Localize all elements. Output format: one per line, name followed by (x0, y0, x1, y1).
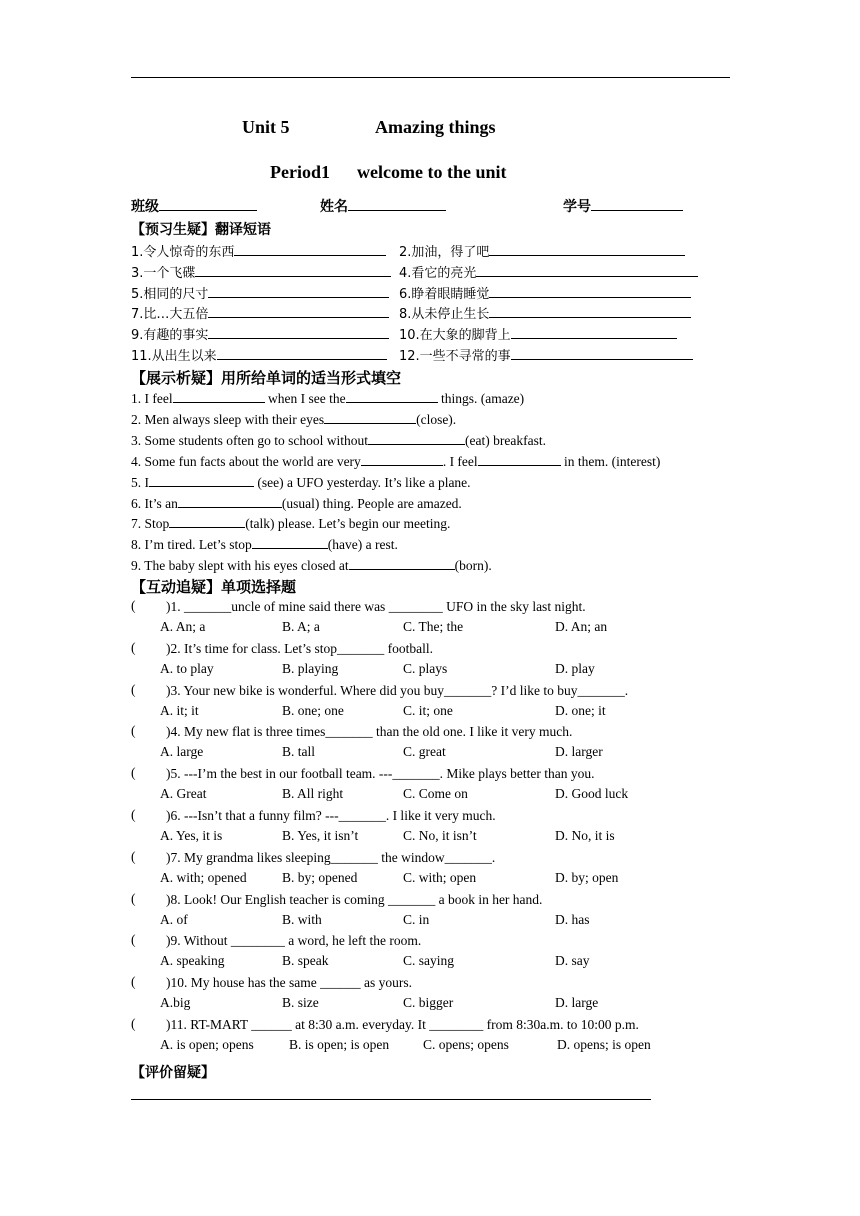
list-item: 3.一个飞碟 (131, 263, 391, 283)
answer-blank[interactable] (476, 263, 698, 277)
answer-paren[interactable]: ( (131, 1016, 136, 1031)
answer-blank[interactable] (489, 304, 691, 318)
name-blank[interactable] (348, 197, 446, 211)
option-d[interactable]: D. say (555, 953, 590, 969)
option-d[interactable]: D. larger (555, 744, 603, 760)
section2-heading: 【展示析疑】用所给单词的适当形式填空 (131, 369, 402, 387)
section1-heading: 【预习生疑】翻译短语 (131, 222, 271, 238)
option-b[interactable]: B. All right (282, 786, 344, 802)
option-c[interactable]: C. saying (403, 953, 455, 969)
option-d[interactable]: D. No, it is (555, 828, 615, 843)
option-c[interactable]: C. it; one (403, 702, 453, 718)
number-label: 学号 (563, 199, 591, 215)
question-stem: )9. Without ________ a word, he left the room. (166, 933, 422, 949)
unit-label: Unit 5 (242, 117, 290, 137)
option-b[interactable]: B. with (282, 911, 322, 927)
answer-blank[interactable] (324, 410, 416, 424)
list-item: 4.看它的亮光 (399, 263, 698, 283)
option-c[interactable]: C. No, it isn’t (403, 828, 477, 843)
list-item: 1.令人惊奇的东西 (131, 242, 386, 262)
answer-paren[interactable]: ( (131, 639, 136, 655)
list-item: 6.睁着眼睛睡觉 (399, 284, 691, 304)
answer-paren[interactable]: ( (131, 932, 136, 948)
answer-blank[interactable] (217, 346, 387, 360)
answer-blank[interactable] (208, 325, 389, 339)
option-a[interactable]: A. of (160, 911, 188, 927)
answer-blank[interactable] (195, 263, 391, 277)
option-a[interactable]: A. is open; opens (160, 1037, 254, 1052)
option-d[interactable]: D. has (555, 911, 590, 927)
fill-question-3: 3. Some students often go to school without (eat) breakfast. (131, 433, 546, 448)
answer-paren[interactable]: ( (131, 765, 136, 781)
option-d[interactable]: D. by; open (555, 869, 619, 885)
class-blank[interactable] (159, 197, 257, 211)
option-c[interactable]: C. in (403, 911, 430, 927)
question-stem: )3. Your new bike is wonderful. Where did you buy_______? I’d like to buy_______. (166, 682, 629, 698)
option-a[interactable]: A. to play (160, 660, 214, 676)
option-b[interactable]: B. playing (282, 660, 339, 676)
option-a[interactable]: A. An; a (160, 619, 206, 634)
section4-heading: 【评价留疑】 (131, 1065, 215, 1081)
number-field (563, 197, 683, 216)
option-c[interactable]: C. The; the (403, 619, 464, 634)
fill-question-5: 5. I (see) a UFO yesterday. It’s like a plane. (131, 475, 471, 490)
answer-blank[interactable] (178, 494, 282, 508)
answer-blank[interactable] (252, 535, 328, 549)
question-stem: )11. RT-MART ______ at 8:30 a.m. everyday. It ________ from 8:30a.m. to 10:00 p.m. (166, 1017, 639, 1032)
option-b[interactable]: B. A; a (282, 619, 320, 634)
name-field (320, 197, 446, 216)
option-a[interactable]: A. speaking (160, 953, 225, 969)
fill-question-1: 1. I feel when I see the things. (amaze) (131, 391, 525, 406)
option-c[interactable]: C. plays (403, 660, 448, 676)
option-a[interactable]: A. Great (160, 786, 207, 802)
answer-line[interactable] (131, 1099, 651, 1100)
option-b[interactable]: B. one; one (282, 702, 344, 718)
option-a[interactable]: A. it; it (160, 702, 199, 718)
answer-blank[interactable] (173, 389, 265, 403)
answer-paren[interactable]: ( (131, 681, 136, 697)
list-item: 7.比…大五倍 (131, 304, 389, 324)
answer-blank[interactable] (478, 452, 561, 466)
fill-question-9: 9. The baby slept with his eyes closed at (born). (131, 558, 492, 573)
question-stem: )10. My house has the same ______ as yours. (166, 975, 412, 991)
fill-question-4: 4. Some fun facts about the world are very . I feel in them. (interest) (131, 454, 661, 469)
unit-title: Amazing things (375, 117, 496, 137)
list-item: 11.从出生以来 (131, 346, 387, 366)
answer-blank[interactable] (208, 284, 389, 298)
answer-blank[interactable] (169, 514, 245, 528)
option-c[interactable]: C. with; open (403, 869, 477, 885)
answer-blank[interactable] (511, 325, 677, 339)
list-item: 10.在大象的脚背上 (399, 325, 677, 345)
list-item: 12.一些不寻常的事 (399, 346, 693, 366)
answer-blank[interactable] (368, 431, 465, 445)
question-stem: )2. It’s time for class. Let’s stop_______ football. (166, 640, 433, 656)
answer-paren[interactable]: ( (131, 890, 136, 906)
option-d[interactable]: D. play (555, 660, 595, 676)
number-blank[interactable] (591, 197, 683, 211)
answer-blank[interactable] (208, 304, 389, 318)
option-d[interactable]: D. An; an (555, 619, 608, 634)
option-a[interactable]: A. Yes, it is (160, 828, 223, 843)
fill-question-8: 8. I’m tired. Let’s stop (have) a rest. (131, 537, 398, 552)
answer-blank[interactable] (349, 556, 455, 570)
answer-blank[interactable] (234, 242, 386, 256)
option-c[interactable]: C. great (403, 744, 446, 760)
answer-blank[interactable] (489, 284, 691, 298)
question-stem: )5. ---I’m the best in our football team. ---_______. Mike plays better than you. (166, 766, 595, 782)
period-title: welcome to the unit (357, 162, 507, 182)
option-c[interactable]: C. bigger (403, 995, 454, 1011)
answer-blank[interactable] (149, 473, 254, 487)
question-stem: )1. _______uncle of mine said there was ________ UFO in the sky last night. (166, 599, 586, 614)
list-item: 9.有趣的事实 (131, 325, 389, 345)
option-b[interactable]: B. by; opened (282, 869, 358, 885)
answer-paren[interactable]: ( (131, 807, 136, 822)
section3-heading: 【互动追疑】单项选择题 (131, 578, 297, 596)
list-item: 5.相同的尺寸 (131, 284, 389, 304)
name-label: 姓名 (320, 199, 348, 215)
header-rule (131, 77, 730, 78)
answer-blank[interactable] (361, 452, 443, 466)
option-d[interactable]: D. opens; is open (557, 1037, 651, 1052)
answer-paren[interactable]: ( (131, 848, 136, 864)
question-stem: )4. My new flat is three times_______ than the old one. I like it very much. (166, 724, 573, 740)
list-item: 2.加油，得了吧 (399, 242, 685, 262)
option-b[interactable]: B. tall (282, 744, 315, 760)
question-stem: )6. ---Isn’t that a funny film? ---_______. I like it very much. (166, 808, 496, 823)
fill-question-2: 2. Men always sleep with their eyes (close). (131, 412, 457, 427)
option-b[interactable]: B. Yes, it isn’t (282, 828, 359, 843)
option-a[interactable]: A. with; opened (160, 869, 247, 885)
period-label: Period1 (270, 162, 330, 182)
option-d[interactable]: D. Good luck (555, 786, 629, 802)
answer-paren[interactable]: ( (131, 974, 136, 990)
option-d[interactable]: D. large (555, 995, 599, 1011)
option-a[interactable]: A.big (160, 995, 191, 1011)
question-stem: )8. Look! Our English teacher is coming _______ a book in her hand. (166, 891, 543, 907)
answer-paren[interactable]: ( (131, 598, 136, 613)
answer-blank[interactable] (346, 389, 438, 403)
fill-question-6: 6. It’s an (usual) thing. People are amazed. (131, 496, 462, 511)
answer-paren[interactable]: ( (131, 723, 136, 739)
list-item: 8.从未停止生长 (399, 304, 691, 324)
option-b[interactable]: B. speak (282, 953, 329, 969)
option-a[interactable]: A. large (160, 744, 204, 760)
option-b[interactable]: B. size (282, 995, 319, 1011)
class-field (131, 197, 257, 216)
option-d[interactable]: D. one; it (555, 702, 606, 718)
answer-blank[interactable] (489, 242, 685, 256)
fill-question-7: 7. Stop (talk) please. Let’s begin our meeting. (131, 516, 451, 531)
class-label: 班级 (131, 199, 159, 215)
option-c[interactable]: C. Come on (403, 786, 468, 802)
question-stem: )7. My grandma likes sleeping_______ the window_______. (166, 849, 496, 865)
option-b[interactable]: B. is open; is open (289, 1037, 390, 1052)
option-c[interactable]: C. opens; opens (423, 1037, 509, 1052)
answer-blank[interactable] (511, 346, 693, 360)
